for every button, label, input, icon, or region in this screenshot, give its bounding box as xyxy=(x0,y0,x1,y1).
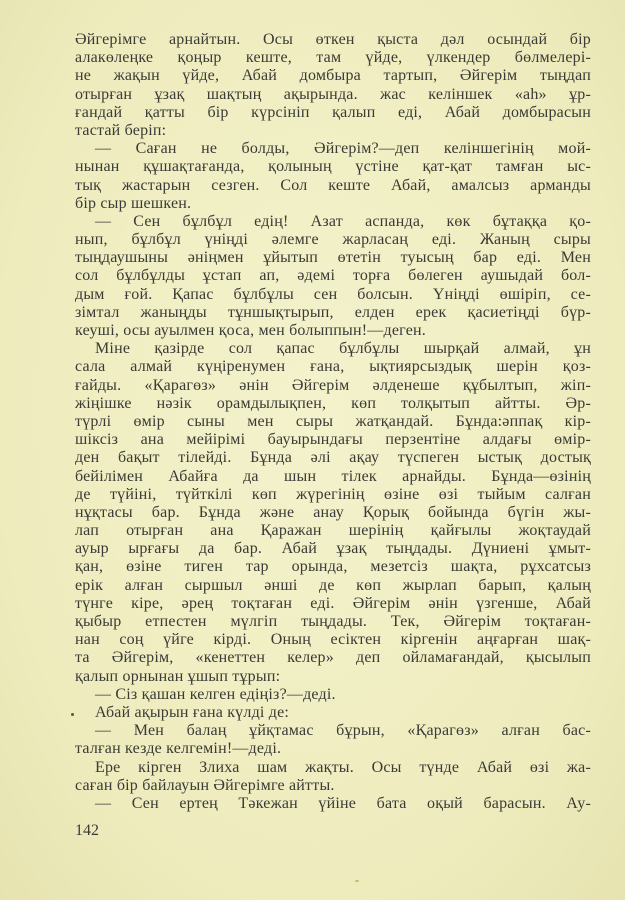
text-line: Міне қазірде сол қапас бұлбұлы шырқай алмай, ұн xyxy=(95,340,591,358)
text-line: — Сіз қашан келген едіңіз?—деді. xyxy=(95,685,336,703)
text-line: — Саған не болды, Әйгерім?—деп келіншегінің мой- xyxy=(95,140,591,158)
text-line: сала алмай күңіренумен ғана, ықтиярсыздық шерін қоз- xyxy=(75,358,591,376)
text-line: тыңдаушыны әніңмен ұйытып өтетін туысың бар еді. Мен xyxy=(75,249,591,267)
text-line: нып, бұлбұл үніңді әлемге жарласаң еді. Жаның сыры xyxy=(75,231,591,249)
text-line: ғайды. «Қарагөз» әнін Әйгерім әлденеше құбылтып, жіп- xyxy=(75,376,591,394)
text-line: талған кезде келгемін!—деді. xyxy=(75,740,282,758)
text-line: ерік алған сыршыл әнші де көп жырлап барып, қалың xyxy=(75,576,591,594)
page-number: 142 xyxy=(75,822,99,839)
text-line: нынан құшақтағанда, қолының үстіне қат-қат тамған ыс- xyxy=(75,158,591,176)
text-line: не жақын үйде, Абай домбыра тартып, Әйгерім тыңдап xyxy=(75,67,591,85)
text-line: Ере кірген Злиха шам жақты. Осы түнде Абай өзі жа- xyxy=(95,758,591,776)
text-line: қалып орнынан ұшып тұрып: xyxy=(75,667,281,685)
text-line: зімтал жаныңды тұншықтырып, елден ерек қасиетіңді бүр- xyxy=(75,303,591,321)
text-line: түрлі өмір сыны мен сыры жатқандай. Бұнда:әппақ кір- xyxy=(75,412,591,430)
text-line: алакөлеңке қоңыр кеште, там үйде, үлкендер бөлмелері- xyxy=(75,49,591,67)
text-line: нұқтасы бар. Бұнда және анау Қорық бойында бүгін жы- xyxy=(75,503,591,521)
text-line: ден бақыт тілейді. Бұнда әлі ақау түспеген ыстық достық xyxy=(75,449,591,467)
text-line: — Сен бұлбұл едің! Азат аспанда, көк бұтаққа қо- xyxy=(95,212,591,230)
text-line: бейілімен Абайға да шын тілек арнайды. Бұнда—өзінің xyxy=(75,467,591,485)
body-text xyxy=(75,31,591,813)
text-line: ғандай қатты бір күрсініп қалып еді, Абай домбырасын xyxy=(75,103,591,121)
text-line: лап отырған ана Қаражан шерінің қайғылы жоқтаудай xyxy=(75,522,591,540)
text-line: қыбыр етпестен мүлгіп тыңдады. Тек, Әйгерім тоқтаған- xyxy=(75,613,591,630)
text-line: бір сыр шешкен. xyxy=(75,194,192,212)
text-line: — Мен балаң ұйқтамас бұрын, «Қарагөз» алған бас- xyxy=(95,722,591,740)
text-line: нан соң үйге кірді. Оның есіктен кіргенін аңғарған шақ- xyxy=(75,631,591,649)
text-line: ауыр ырғағы да бар. Абай ұзақ тыңдады. Дүниені ұмыт- xyxy=(75,540,591,558)
text-line: та Әйгерім, «кенеттен келер» деп ойламағандай, қысылып xyxy=(75,649,591,667)
text-line: түнге кіре, әрең тоқтаған еді. Әйгерім әнін үзгенше, Абай xyxy=(75,594,591,612)
text-line: тастай беріп: xyxy=(75,121,167,139)
paper-speck xyxy=(355,880,359,882)
text-line: тық жастарын сезген. Сол кеште Абай, амалсыз арманды xyxy=(75,176,591,194)
text-line: кеуші, осы ауылмен қоса, мен болыппын!—деген. xyxy=(75,322,426,339)
text-line: — Сен ертең Тәкежан үйіне бата оқый барасын. Ау- xyxy=(95,794,591,812)
text-line: қан, өзіне тиген тар орында, мезетсіз шақта, рұхсатсыз xyxy=(75,558,591,576)
text-line: дым ғой. Қапас бұлбұлы сен болсын. Үніңді өшіріп, се- xyxy=(75,285,591,303)
text-line: шіксіз ана мейірімі бауырындағы перзентіне алдағы өмір- xyxy=(75,431,591,449)
text-line: саған бір байлауын Әйгерімге айтты. xyxy=(75,776,335,794)
text-line: отырған ұзақ шақтың ақырында. жас келіншек «аһ» ұр- xyxy=(75,85,591,103)
text-line: Абай ақырын ғана күлді де: xyxy=(95,703,290,721)
margin-dot xyxy=(71,713,74,716)
text-line: Әйгерімге арнайтын. Осы өткен қыста дәл осындай бір xyxy=(75,31,591,48)
text-line: жіңішке нәзік орамдылықпен, көп толқытып айтты. Әр- xyxy=(75,394,591,412)
text-line: сол бұлбұлды ұстап ап, әдемі торға бөлеген аушыдай бол- xyxy=(75,267,591,285)
text-line: де түйіні, түйткілі көп жүрегінің өзіне өзі тыйым салған xyxy=(75,485,591,503)
